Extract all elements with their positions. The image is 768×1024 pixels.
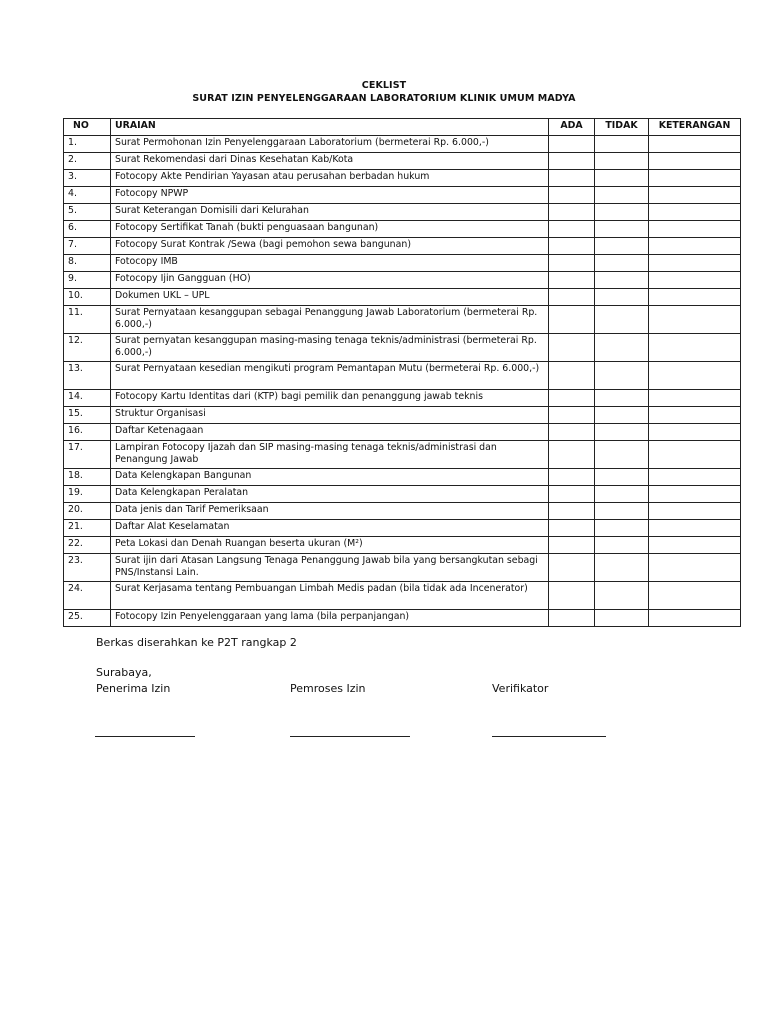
row-keterangan-cell (649, 272, 741, 289)
table-row (64, 441, 741, 469)
row-number: 12. (64, 334, 111, 362)
row-tidak-cell (595, 238, 649, 255)
row-ada-cell (549, 306, 595, 334)
row-number: 14. (64, 390, 111, 407)
row-tidak-cell (595, 503, 649, 520)
header-keterangan: KETERANGAN (649, 119, 741, 136)
row-keterangan-cell (649, 503, 741, 520)
row-keterangan-cell (649, 537, 741, 554)
row-tidak-cell (595, 187, 649, 204)
row-uraian: Surat Rekomendasi dari Dinas Kesehatan Kab/Kota (111, 153, 549, 170)
row-tidak-cell (595, 610, 649, 627)
row-tidak-cell (595, 170, 649, 187)
row-tidak-cell (595, 204, 649, 221)
table-row (64, 486, 741, 503)
row-keterangan-cell (649, 187, 741, 204)
table-row (64, 520, 741, 537)
row-ada-cell (549, 334, 595, 362)
row-ada-cell (549, 503, 595, 520)
row-tidak-cell (595, 469, 649, 486)
row-uraian: Peta Lokasi dan Denah Ruangan beserta ukuran (M²) (111, 537, 549, 554)
row-tidak-cell (595, 362, 649, 390)
row-tidak-cell (595, 221, 649, 238)
row-ada-cell (549, 469, 595, 486)
row-number: 17. (64, 441, 111, 469)
row-ada-cell (549, 170, 595, 187)
row-number: 10. (64, 289, 111, 306)
row-keterangan-cell (649, 610, 741, 627)
row-number: 7. (64, 238, 111, 255)
checklist-table (63, 118, 741, 627)
table-row (64, 554, 741, 582)
row-ada-cell (549, 362, 595, 390)
signature-line-pemroses (290, 736, 410, 737)
signatory-penerima-izin: Penerima Izin (96, 682, 171, 695)
table-row (64, 204, 741, 221)
row-tidak-cell (595, 537, 649, 554)
row-uraian: Fotocopy Izin Penyelenggaraan yang lama (bila perpanjangan) (111, 610, 549, 627)
row-keterangan-cell (649, 554, 741, 582)
row-ada-cell (549, 407, 595, 424)
row-ada-cell (549, 221, 595, 238)
row-keterangan-cell (649, 306, 741, 334)
row-uraian: Surat Keterangan Domisili dari Kelurahan (111, 204, 549, 221)
row-keterangan-cell (649, 486, 741, 503)
table-row (64, 582, 741, 610)
row-tidak-cell (595, 255, 649, 272)
row-uraian: Fotocopy Surat Kontrak /Sewa (bagi pemohon sewa bangunan) (111, 238, 549, 255)
row-keterangan-cell (649, 520, 741, 537)
row-tidak-cell (595, 520, 649, 537)
signing-city: Surabaya, (96, 666, 152, 679)
row-keterangan-cell (649, 136, 741, 153)
row-keterangan-cell (649, 153, 741, 170)
row-number: 13. (64, 362, 111, 390)
table-row (64, 407, 741, 424)
row-uraian: Fotocopy Akte Pendirian Yayasan atau perusahan berbadan hukum (111, 170, 549, 187)
signature-line-penerima (95, 736, 195, 737)
table-row (64, 153, 741, 170)
document-title: CEKLIST (361, 80, 407, 91)
row-tidak-cell (595, 306, 649, 334)
row-keterangan-cell (649, 441, 741, 469)
row-ada-cell (549, 153, 595, 170)
document-subtitle: SURAT IZIN PENYELENGGARAAN LABORATORIUM KLINIK UMUM MADYA (192, 93, 576, 104)
row-number: 6. (64, 221, 111, 238)
row-tidak-cell (595, 424, 649, 441)
row-tidak-cell (595, 554, 649, 582)
signatory-verifikator: Verifikator (492, 682, 549, 695)
table-row (64, 289, 741, 306)
row-uraian: Surat ijin dari Atasan Langsung Tenaga Penanggung Jawab bila yang bersangkutan sebagi PNS/Instansi Lain. (111, 554, 549, 582)
table-row (64, 610, 741, 627)
row-number: 25. (64, 610, 111, 627)
row-ada-cell (549, 390, 595, 407)
table-row (64, 136, 741, 153)
header-uraian: URAIAN (111, 119, 549, 136)
row-ada-cell (549, 537, 595, 554)
row-number: 11. (64, 306, 111, 334)
row-ada-cell (549, 238, 595, 255)
row-uraian: Daftar Alat Keselamatan (111, 520, 549, 537)
row-tidak-cell (595, 153, 649, 170)
row-ada-cell (549, 289, 595, 306)
table-row (64, 187, 741, 204)
table-row (64, 362, 741, 390)
header-tidak: TIDAK (595, 119, 649, 136)
row-keterangan-cell (649, 407, 741, 424)
table-row (64, 238, 741, 255)
row-uraian: Data Kelengkapan Peralatan (111, 486, 549, 503)
row-ada-cell (549, 520, 595, 537)
row-number: 18. (64, 469, 111, 486)
row-keterangan-cell (649, 362, 741, 390)
submission-note: Berkas diserahkan ke P2T rangkap 2 (96, 636, 297, 649)
row-number: 19. (64, 486, 111, 503)
table-header-row (64, 119, 741, 136)
row-number: 20. (64, 503, 111, 520)
row-uraian: Surat Kerjasama tentang Pembuangan Limbah Medis padan (bila tidak ada Incenerator) (111, 582, 549, 610)
table-row (64, 424, 741, 441)
row-ada-cell (549, 255, 595, 272)
row-number: 5. (64, 204, 111, 221)
row-number: 21. (64, 520, 111, 537)
row-keterangan-cell (649, 289, 741, 306)
row-uraian: Surat Pernyataan kesanggupan sebagai Penanggung Jawab Laboratorium (bermeterai Rp. 6.000,-) (111, 306, 549, 334)
table-row (64, 503, 741, 520)
row-keterangan-cell (649, 170, 741, 187)
row-ada-cell (549, 204, 595, 221)
row-tidak-cell (595, 441, 649, 469)
signatory-pemroses-izin: Pemroses Izin (290, 682, 366, 695)
row-uraian: Daftar Ketenagaan (111, 424, 549, 441)
row-uraian: Surat Pernyataan kesedian mengikuti program Pemantapan Mutu (bermeterai Rp. 6.000,-) (111, 362, 549, 390)
row-number: 2. (64, 153, 111, 170)
table-row (64, 221, 741, 238)
row-tidak-cell (595, 136, 649, 153)
row-uraian: Fotocopy Sertifikat Tanah (bukti penguasaan bangunan) (111, 221, 549, 238)
table-row (64, 306, 741, 334)
row-uraian: Fotocopy NPWP (111, 187, 549, 204)
table-row (64, 469, 741, 486)
row-ada-cell (549, 582, 595, 610)
signature-line-verifikator (492, 736, 606, 737)
row-tidak-cell (595, 334, 649, 362)
row-uraian: Dokumen UKL – UPL (111, 289, 549, 306)
row-ada-cell (549, 272, 595, 289)
row-number: 9. (64, 272, 111, 289)
row-ada-cell (549, 610, 595, 627)
row-uraian: Data Kelengkapan Bangunan (111, 469, 549, 486)
row-uraian: Fotocopy IMB (111, 255, 549, 272)
row-number: 15. (64, 407, 111, 424)
row-uraian: Surat pernyatan kesanggupan masing-masing tenaga teknis/administrasi (bermeterai Rp. 6.000,-) (111, 334, 549, 362)
row-uraian: Struktur Organisasi (111, 407, 549, 424)
row-tidak-cell (595, 289, 649, 306)
row-keterangan-cell (649, 582, 741, 610)
row-uraian: Surat Permohonan Izin Penyelenggaraan Laboratorium (bermeterai Rp. 6.000,-) (111, 136, 549, 153)
row-ada-cell (549, 136, 595, 153)
row-number: 1. (64, 136, 111, 153)
row-tidak-cell (595, 390, 649, 407)
row-number: 24. (64, 582, 111, 610)
row-ada-cell (549, 441, 595, 469)
row-keterangan-cell (649, 238, 741, 255)
row-number: 3. (64, 170, 111, 187)
row-number: 22. (64, 537, 111, 554)
row-tidak-cell (595, 582, 649, 610)
row-tidak-cell (595, 407, 649, 424)
table-row (64, 390, 741, 407)
table-row (64, 255, 741, 272)
header-ada: ADA (549, 119, 595, 136)
row-ada-cell (549, 187, 595, 204)
row-keterangan-cell (649, 469, 741, 486)
row-ada-cell (549, 424, 595, 441)
row-uraian: Data jenis dan Tarif Pemeriksaan (111, 503, 549, 520)
row-ada-cell (549, 554, 595, 582)
row-keterangan-cell (649, 390, 741, 407)
row-tidak-cell (595, 486, 649, 503)
row-uraian: Fotocopy Ijin Gangguan (HO) (111, 272, 549, 289)
row-number: 16. (64, 424, 111, 441)
row-ada-cell (549, 486, 595, 503)
table-row (64, 537, 741, 554)
row-tidak-cell (595, 272, 649, 289)
table-row (64, 272, 741, 289)
table-row (64, 170, 741, 187)
table-row (64, 334, 741, 362)
row-keterangan-cell (649, 255, 741, 272)
row-number: 8. (64, 255, 111, 272)
row-keterangan-cell (649, 334, 741, 362)
row-number: 4. (64, 187, 111, 204)
row-keterangan-cell (649, 424, 741, 441)
row-keterangan-cell (649, 221, 741, 238)
row-uraian: Fotocopy Kartu Identitas dari (KTP) bagi pemilik dan penanggung jawab teknis (111, 390, 549, 407)
header-no: NO (64, 119, 111, 136)
row-uraian: Lampiran Fotocopy Ijazah dan SIP masing-masing tenaga teknis/administrasi dan Penangung Jawab (111, 441, 549, 469)
row-number: 23. (64, 554, 111, 582)
row-keterangan-cell (649, 204, 741, 221)
